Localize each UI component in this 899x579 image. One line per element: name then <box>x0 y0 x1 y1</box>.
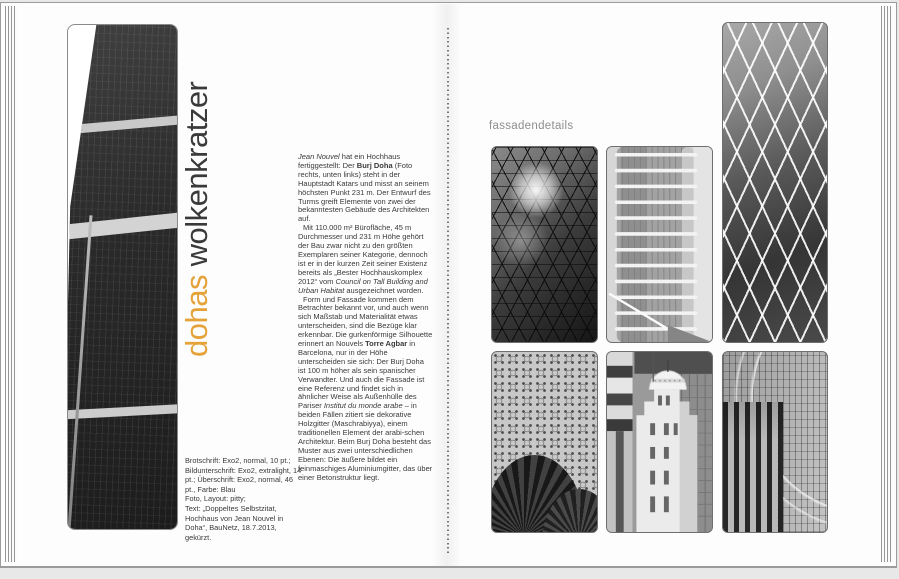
photo-triangular-glass-facade <box>491 146 598 343</box>
tower-block-band <box>67 114 178 135</box>
colophon-source-note: Text: „Doppeltes Selbstzitat, Hochhaus von Jean Nouvel in Doha“, BauNetz, 18.7.2013, gekürzt. <box>185 503 284 542</box>
photo-diamond-lattice-tower <box>722 22 828 343</box>
hero-photo-burj-doha <box>67 24 178 530</box>
tower-photo-graphic <box>68 25 177 529</box>
photo-mashrabiyya-palm <box>491 351 598 533</box>
colophon-typography-note: Brotschrift: Exo2, normal, 10 pt.; Bildunterschrift: Exo2, extralight, 14 pt.; Überschrift: Exo2, normal, 46 pt., Farbe: Blau <box>185 456 302 494</box>
center-fold-dashed-line <box>447 28 449 553</box>
cylindrical-tower-graphic <box>607 147 712 342</box>
section-label-fassadendetails: fassadendetails <box>489 120 574 132</box>
photo-dome-building <box>606 351 713 533</box>
title-word-wolkenkratzer: wolkenkratzer <box>179 81 214 267</box>
vertical-stripe-glass-graphic <box>723 402 783 532</box>
colophon-credit-note: Foto, Layout: pitty; <box>185 494 246 504</box>
tower-block-band <box>67 211 178 241</box>
page-stack-edge-left <box>5 6 17 562</box>
article-body <box>298 153 433 483</box>
paragraph-1: Jean Nouvel hat ein Hochhaus fertiggestellt: Der Burj Doha (Foto rechts, unten links) steht in der Hauptstadt Katars und misst an seinem höchsten Punkt 231 m. Der Entwurf des Turms greift Elemente von zwei der bekanntesten Gebäude des Architekten auf. <box>298 152 431 224</box>
photo-curved-glass-facade <box>722 351 828 533</box>
tower-block-band <box>67 403 178 419</box>
paragraph-2: Mit 110.000 m² Bürofläche, 45 m Durchmesser und 231 m Höhe gehört der Bau zwar nicht zu den größten Exemplaren seiner Kategorie, dennoch ist er in der kurzen Zeit seiner Existenz bereits als „Bester Hochhauskomplex 2012“ vom Council on Tall Building and Urban Habitat ausgezeichnet worden. <box>298 223 428 295</box>
article-title <box>181 82 212 357</box>
page-stack-edge-right <box>881 6 893 562</box>
photo-cylindrical-tower <box>606 146 713 343</box>
paragraph-3: Form und Fassade kommen dem Betrachter bekannt vor, und auch wenn sich Maßstab und Materialität etwas unterscheiden, sind die Bezüge klar erkennbar. Die gurkenförmige Silhouette erinnert an Nouvels Torre Agbar in Barcelona, nur in der Höhe unterscheiden sie sich: Der Burj Doha ist 100 m höher als sein spanischer Verwandter. Und auch die Fassade ist eine Referenz und findet sich in ähnlicher Weise als Außenhülle des Pariser Institut du monde arabe – in beiden Fällen zitiert sie dekorative Holzgitter (Maschrabiyya), einem traditionellen Element der arabi-schen Architektur. Beim Burj Doha besteht das Muster aus zwei unterschiedlichen Ebenen: Die äußere bildet ein feinmaschiges Aluminiumgitter, das über einer Betonstruktur liegt. <box>298 294 433 482</box>
title-word-dohas: dohas <box>179 275 214 357</box>
colophon-caption <box>185 456 303 542</box>
tower-corner-highlight <box>67 215 93 530</box>
dome-building-graphic <box>607 352 712 532</box>
